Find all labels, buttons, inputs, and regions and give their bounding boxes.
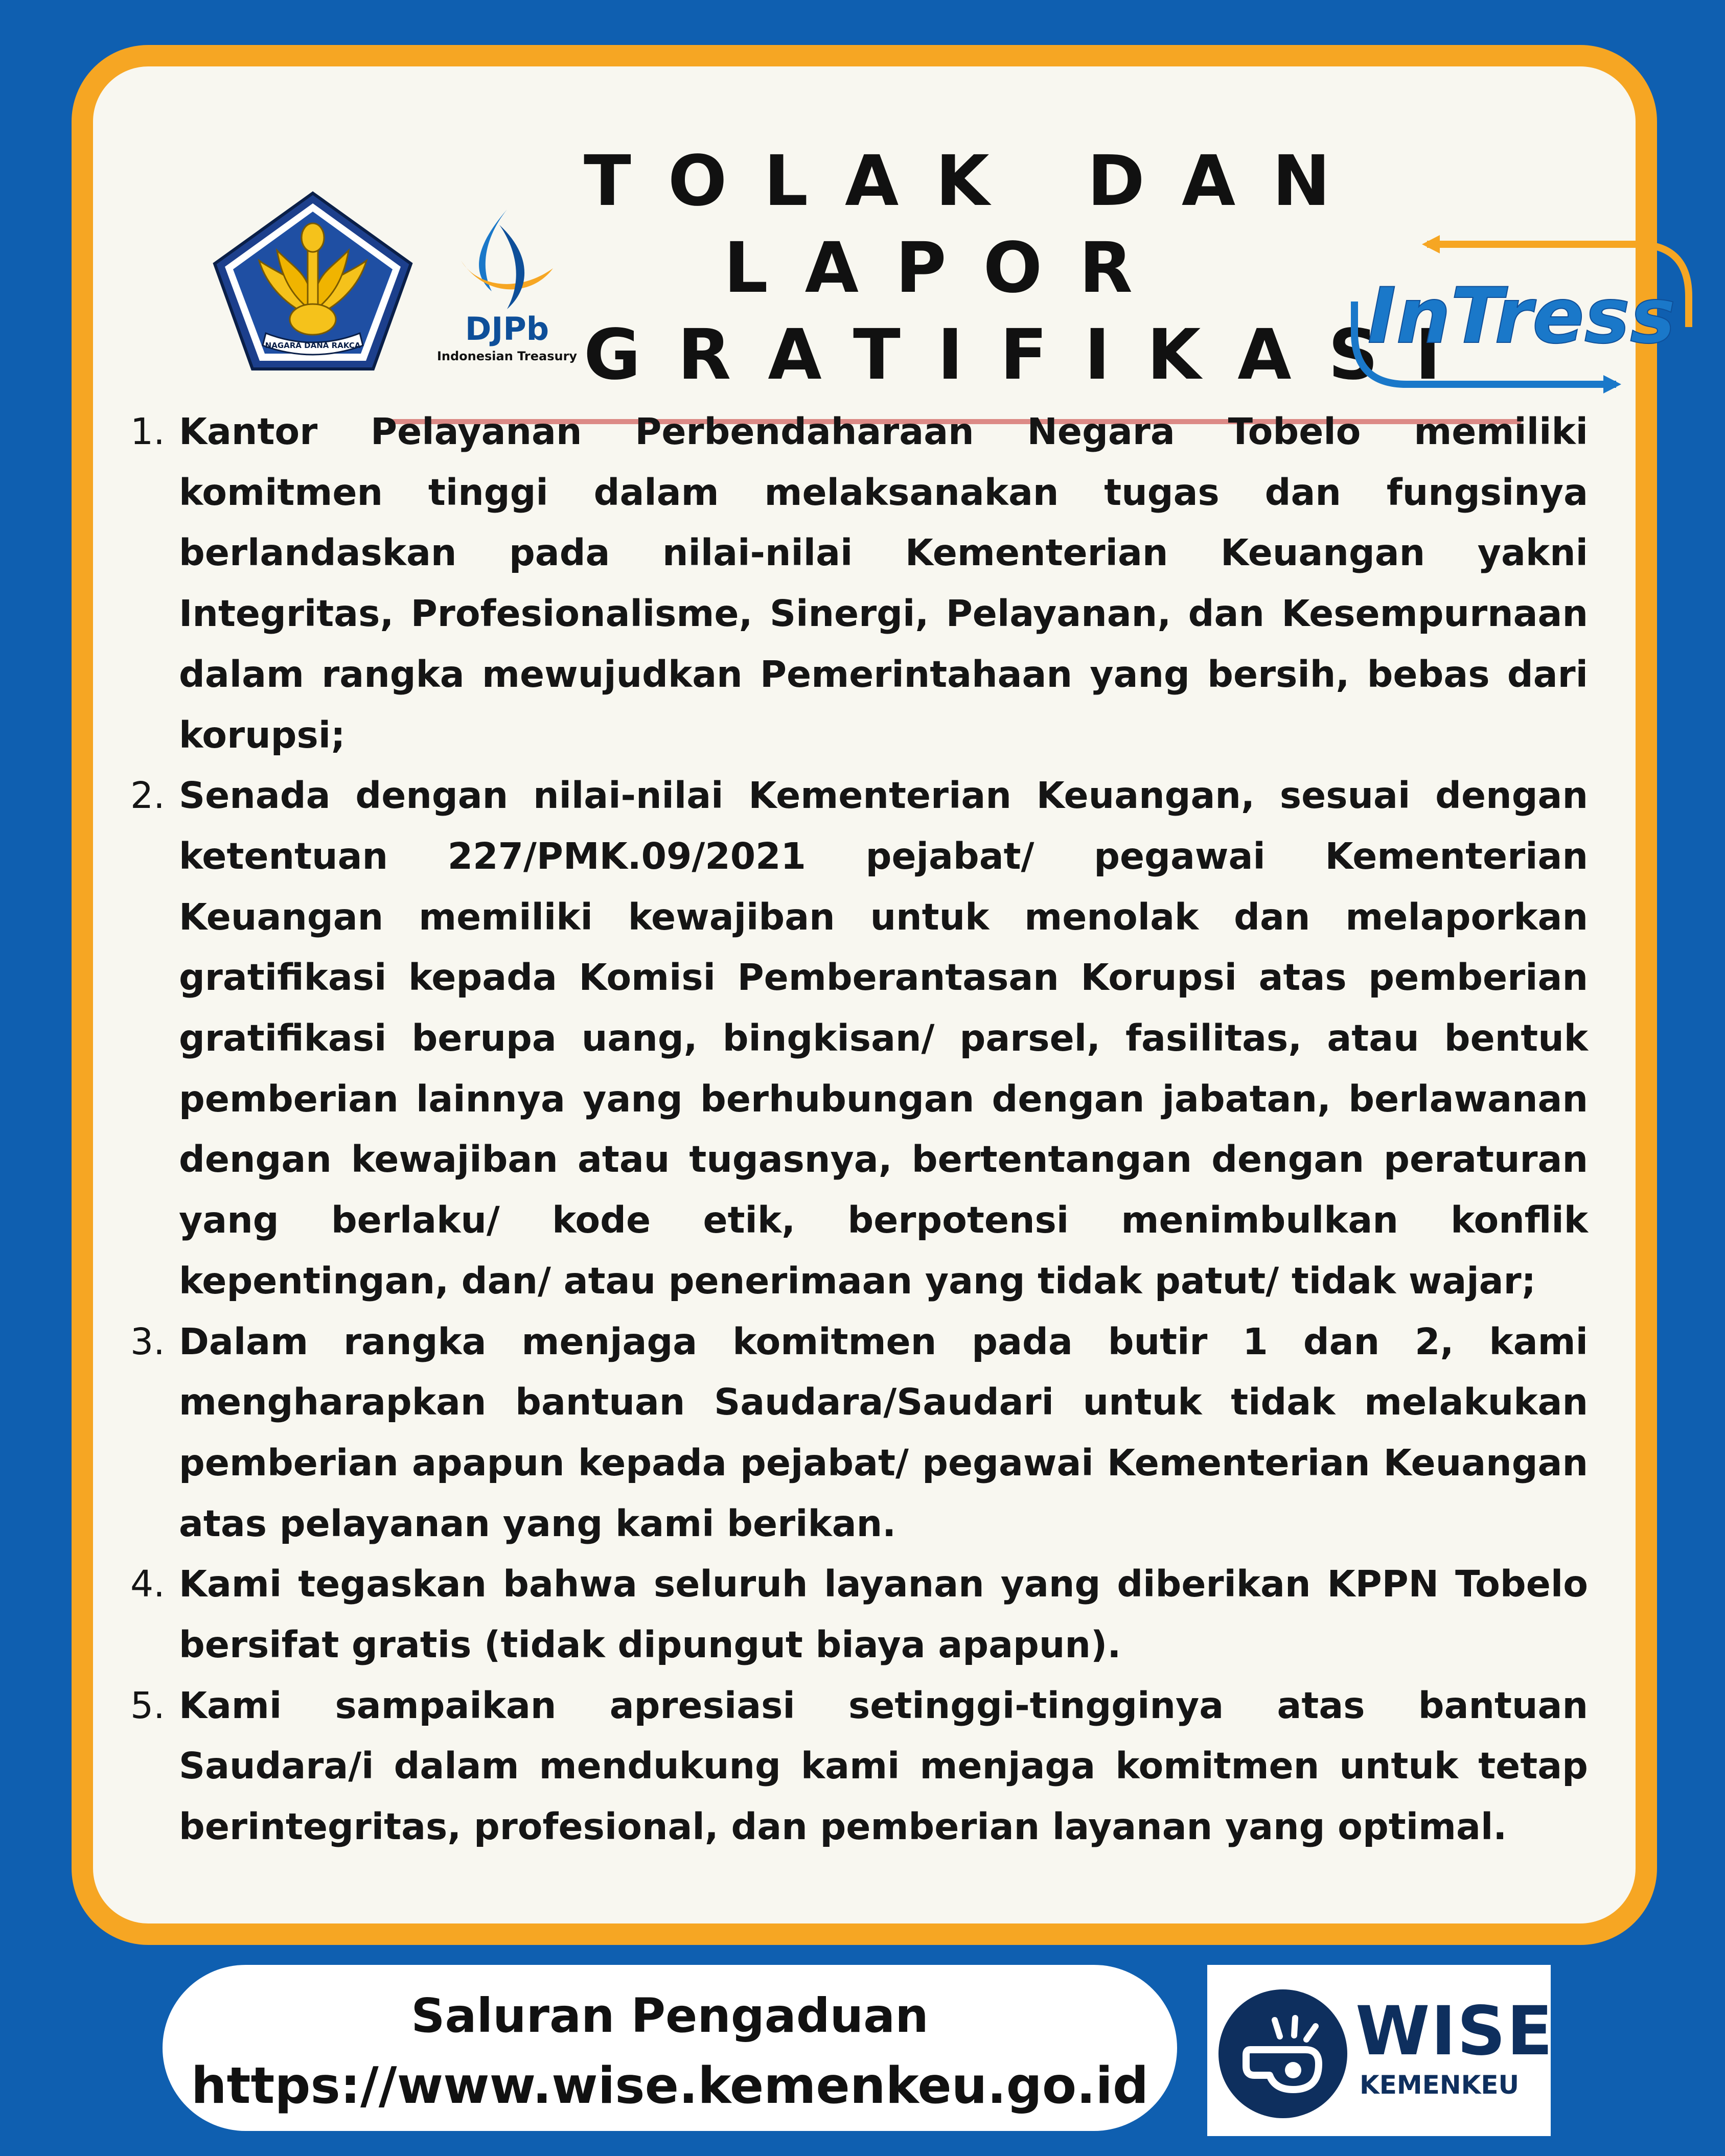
wise-title: WISE <box>1355 1992 1554 2071</box>
intress-logo-icon <box>1345 235 1698 393</box>
list-item <box>130 402 1588 766</box>
list-item <box>130 1312 1588 1555</box>
item-number: 3. <box>130 1320 165 1363</box>
list-item <box>130 1676 1588 1858</box>
complaint-channel-box <box>163 1965 1177 2131</box>
item-text: Kantor Pelayanan Perbendaharaan Negara Tobelo memiliki komitmen tinggi dalam melaksanakan tugas dan fungsinya berlandaskan pada nilai-nilai Kementerian Keuangan yakni Integritas, Profesionalisme, Sinergi, Pelayanan, dan Kesempurnaan dalam rangka mewujudkan Pemerintahaan yang bersih, bebas dari korupsi; <box>179 410 1588 756</box>
wise-subtitle: KEMENKEU <box>1360 2070 1520 2100</box>
item-text: Kami tegaskan bahwa seluruh layanan yang diberikan KPPN Tobelo bersifat gratis (tidak dipungut biaya apapun). <box>179 1563 1588 1666</box>
item-number: 1. <box>130 410 165 453</box>
commitment-list <box>130 402 1588 1858</box>
item-number: 4. <box>130 1563 165 1606</box>
channel-label: Saluran Pengaduan <box>411 1988 929 2043</box>
svg-text:Indonesian Treasury: Indonesian Treasury <box>436 349 578 363</box>
list-item <box>130 1554 1588 1675</box>
item-text: Kami sampaikan apresiasi setinggi-tingginya atas bantuan Saudara/i dalam mendukung kami menjaga komitmen untuk tetap berintegritas, profesional, dan pemberian layanan yang optimal. <box>179 1684 1588 1848</box>
whistle-icon <box>1218 1989 1347 2118</box>
item-text: Senada dengan nilai-nilai Kementerian Keuangan, sesuai dengan ketentuan 227/PMK.09/2021 pejabat/ pegawai Kementerian Keuangan memiliki kewajiban untuk menolak dan melaporkan gratifikasi kepada Komisi Pemberantasan Korupsi atas pemberian gratifikasi berupa uang, bingkisan/ parsel, fasilitas, atau bentuk pemberian lainnya yang berhubungan dengan jabatan, berlawanan dengan kewajiban atau tugasnya, bertentangan dengan peraturan yang berlaku/ kode etik, berpotensi menimbulkan konflik kepentingan, dan/ atau penerimaan yang tidak patut/ tidak wajar; <box>179 774 1588 1302</box>
channel-url-link[interactable]: https://www.wise.kemenkeu.go.id <box>191 2057 1149 2115</box>
list-item <box>130 766 1588 1311</box>
item-number: 5. <box>130 1684 165 1727</box>
svg-text:InTress: InTress <box>1367 272 1676 361</box>
title-line: TOLAK DAN <box>584 141 1367 222</box>
page-title <box>584 138 1478 399</box>
item-number: 2. <box>130 774 165 817</box>
svg-text:NAGARA DANA RAKCA: NAGARA DANA RAKCA <box>265 341 361 350</box>
kemenkeu-logo-icon <box>211 189 415 373</box>
item-text: Dalam rangka menjaga komitmen pada butir 1 dan 2, kami mengharapkan bantuan Saudara/Saudari untuk tidak melakukan pemberian apapun kepada pejabat/ pegawai Kementerian Keuangan atas pelayanan yang kami berikan. <box>179 1320 1588 1545</box>
djpb-logo-icon <box>430 204 584 373</box>
title-line: LAPOR <box>724 228 1169 309</box>
svg-text:DJPb: DJPb <box>465 310 549 347</box>
wise-kemenkeu-logo <box>1207 1965 1554 2136</box>
title-line: GRATIFIKASI <box>584 315 1478 396</box>
